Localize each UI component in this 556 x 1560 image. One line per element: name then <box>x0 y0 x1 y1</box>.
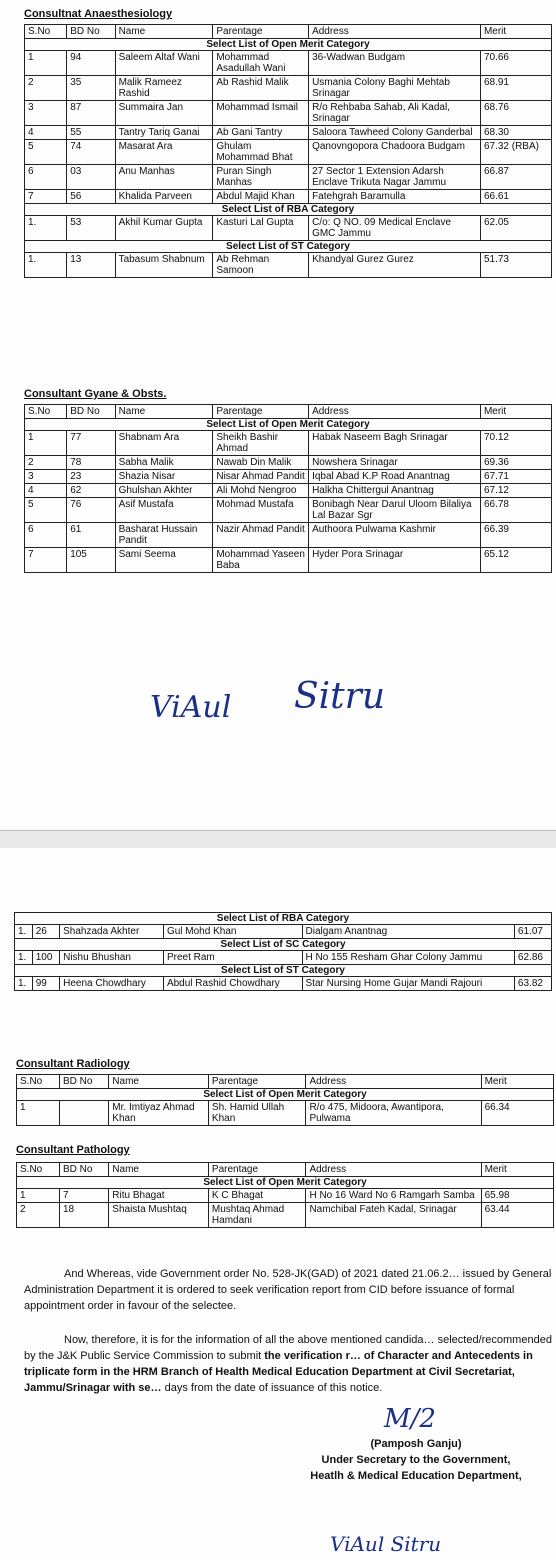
cell-address: Dialgam Anantnag <box>302 925 514 939</box>
header-sno: S.No <box>25 405 67 419</box>
cell-address: C/o: Q NO. 09 Medical Enclave GMC Jammu <box>309 216 481 241</box>
cell-address: Qanovngopora Chadoora Budgam <box>309 140 481 165</box>
header-name: Name <box>115 405 213 419</box>
header-bd: BD No <box>67 405 115 419</box>
cell-merit: 66.78 <box>480 498 551 523</box>
table-row <box>25 456 552 470</box>
cell-merit: 66.34 <box>481 1101 553 1126</box>
cell-name: Masarat Ara <box>115 140 213 165</box>
cell-address: Star Nursing Home Gujar Mandi Rajouri <box>302 977 514 991</box>
gyane-table-part-one <box>24 404 552 573</box>
table-row <box>25 484 552 498</box>
header-address: Address <box>306 1075 481 1089</box>
cell-merit: 67.71 <box>480 470 551 484</box>
cell-address: Habak Naseem Bagh Srinagar <box>309 431 481 456</box>
page-break <box>0 830 556 850</box>
table-header-row <box>17 1075 554 1089</box>
cell-sno: 2 <box>17 1203 60 1228</box>
cell-name: Ghulshan Akhter <box>115 484 213 498</box>
cell-address: 36-Wadwan Budgam <box>309 51 481 76</box>
cell-parentage: Abdul Rashid Chowdhary <box>163 977 302 991</box>
category-row <box>25 204 552 216</box>
cell-bd: 7 <box>60 1189 109 1203</box>
header-merit: Merit <box>480 405 551 419</box>
table-row <box>17 1189 554 1203</box>
header-sno: S.No <box>25 25 67 39</box>
cell-bd: 18 <box>60 1203 109 1228</box>
table-row <box>25 140 552 165</box>
cell-address: Nowshera Srinagar <box>309 456 481 470</box>
cell-bd: 03 <box>67 165 115 190</box>
cell-address: Namchibal Fateh Kadal, Srinagar <box>306 1203 481 1228</box>
paragraph-verification-order: And Whereas, vide Government order No. 528-JK(GAD) of 2021 dated 21.06.2… issued by General Administration Department it is ordered to seek verification report from CID before issuance of formal appointment order in favour of the selectee. <box>24 1268 552 1312</box>
cell-parentage: Mohmad Mustafa <box>213 498 309 523</box>
cell-name: Asif Mustafa <box>115 498 213 523</box>
cell-merit: 65.98 <box>481 1189 553 1203</box>
table-row <box>25 165 552 190</box>
cell-name: Saleem Altaf Wani <box>115 51 213 76</box>
cell-bd: 53 <box>67 216 115 241</box>
category-row <box>15 939 552 951</box>
category-row <box>17 1177 554 1189</box>
table-row <box>25 548 552 573</box>
category-heading: Select List of SC Category <box>15 939 552 951</box>
gyane-table-continued <box>14 912 552 991</box>
table-header-row <box>25 405 552 419</box>
cell-parentage: Ab Gani Tantry <box>213 126 309 140</box>
cell-merit: 68.76 <box>480 101 551 126</box>
table-row <box>25 498 552 523</box>
cell-sno: 1 <box>25 431 67 456</box>
cell-bd: 76 <box>67 498 115 523</box>
cell-address: Iqbal Abad K.P Road Anantnag <box>309 470 481 484</box>
cell-name: Khalida Parveen <box>115 190 213 204</box>
cell-name: Akhil Kumar Gupta <box>115 216 213 241</box>
cell-parentage: Gul Mohd Khan <box>163 925 302 939</box>
cell-address: Khandyal Gurez Gurez <box>309 253 481 278</box>
cell-bd: 26 <box>32 925 59 939</box>
cell-sno: 6 <box>25 165 67 190</box>
cell-merit: 70.12 <box>480 431 551 456</box>
cell-name: Mr. Imtiyaz Ahmad Khan <box>109 1101 209 1126</box>
cell-sno: 1 <box>17 1101 60 1126</box>
cell-sno: 1. <box>15 977 33 991</box>
cell-bd: 99 <box>32 977 59 991</box>
category-heading: Select List of ST Category <box>25 241 552 253</box>
cell-merit: 63.82 <box>514 977 551 991</box>
cell-name: Shaista Mushtaq <box>109 1203 209 1228</box>
cell-sno: 1. <box>15 925 33 939</box>
cell-merit: 69.36 <box>480 456 551 470</box>
category-row <box>17 1089 554 1101</box>
cell-sno: 1. <box>25 253 67 278</box>
header-parentage: Parentage <box>213 25 309 39</box>
cell-address: Authoora Pulwama Kashmir <box>309 523 481 548</box>
table-row <box>25 51 552 76</box>
cell-merit: 62.05 <box>480 216 551 241</box>
notice-text-end: days from the date of issuance of this notice. <box>161 1382 383 1394</box>
cell-parentage: Abdul Majid Khan <box>213 190 309 204</box>
cell-address: Halkha Chittergul Anantnag <box>309 484 481 498</box>
table-row <box>25 470 552 484</box>
table-row <box>25 431 552 456</box>
table-header-row <box>25 25 552 39</box>
signatory-department: Heatlh & Medical Education Department, <box>310 1470 522 1482</box>
cell-parentage: Mohammad Yaseen Baba <box>213 548 309 573</box>
cell-address: 27 Sector 1 Extension Adarsh Enclave Trikuta Nagar Jammu <box>309 165 481 190</box>
cell-name: Anu Manhas <box>115 165 213 190</box>
category-heading: Select List of Open Merit Category <box>25 419 552 431</box>
pathology-table <box>16 1162 554 1228</box>
cell-bd: 61 <box>67 523 115 548</box>
handwritten-signature-one: ViAul <box>150 690 232 725</box>
cell-name: Nishu Bhushan <box>60 951 164 965</box>
header-merit: Merit <box>481 1163 553 1177</box>
header-address: Address <box>309 25 481 39</box>
cell-bd: 23 <box>67 470 115 484</box>
cell-name: Shazia Nisar <box>115 470 213 484</box>
table-row <box>15 977 552 991</box>
cell-sno: 5 <box>25 498 67 523</box>
cell-sno: 3 <box>25 101 67 126</box>
cell-parentage: Kasturi Lal Gupta <box>213 216 309 241</box>
cell-bd: 56 <box>67 190 115 204</box>
section-title-anaesthesiology: Consultnat Anaesthesiology <box>24 8 173 20</box>
cell-merit: 61.07 <box>514 925 551 939</box>
cell-merit: 66.87 <box>480 165 551 190</box>
category-heading: Select List of RBA Category <box>15 913 552 925</box>
cell-parentage: Ab Rehman Samoon <box>213 253 309 278</box>
cell-merit: 51.73 <box>480 253 551 278</box>
table-row <box>25 126 552 140</box>
header-name: Name <box>109 1075 209 1089</box>
section-title-pathology: Consultant Pathology <box>16 1144 130 1156</box>
cell-merit: 66.61 <box>480 190 551 204</box>
cell-sno: 3 <box>25 470 67 484</box>
table-row <box>25 76 552 101</box>
section-title-radiology: Consultant Radiology <box>16 1058 130 1070</box>
cell-bd: 55 <box>67 126 115 140</box>
header-parentage: Parentage <box>213 405 309 419</box>
cell-sno: 1 <box>25 51 67 76</box>
header-parentage: Parentage <box>208 1075 306 1089</box>
cell-name: Shabnam Ara <box>115 431 213 456</box>
cell-sno: 1. <box>25 216 67 241</box>
cell-name: Shahzada Akhter <box>60 925 164 939</box>
header-address: Address <box>306 1163 481 1177</box>
cell-sno: 4 <box>25 484 67 498</box>
cell-sno: 5 <box>25 140 67 165</box>
header-merit: Merit <box>481 1075 553 1089</box>
cell-sno: 2 <box>25 456 67 470</box>
cell-address: Usmania Colony Baghi Mehtab Srinagar <box>309 76 481 101</box>
table-row <box>15 925 552 939</box>
cell-merit: 70.66 <box>480 51 551 76</box>
cell-parentage: Puran Singh Manhas <box>213 165 309 190</box>
cell-name: Sami Seema <box>115 548 213 573</box>
table-row <box>15 951 552 965</box>
header-bd: BD No <box>60 1163 109 1177</box>
bottom-signatures: ViAul Sitru <box>330 1532 442 1556</box>
cell-parentage: Mohammad Ismail <box>213 101 309 126</box>
cell-merit: 65.12 <box>480 548 551 573</box>
cell-parentage: Ali Mohd Nengroo <box>213 484 309 498</box>
cell-address: Fatehgrah Baramulla <box>309 190 481 204</box>
cell-parentage: Preet Ram <box>163 951 302 965</box>
table-row <box>17 1101 554 1126</box>
category-heading: Select List of Open Merit Category <box>17 1089 554 1101</box>
cell-address: H No 155 Resham Ghar Colony Jammu <box>302 951 514 965</box>
cell-name: Sabha Malik <box>115 456 213 470</box>
cell-address: Saloora Tawheed Colony Ganderbal <box>309 126 481 140</box>
cell-parentage: Nazir Ahmad Pandit <box>213 523 309 548</box>
cell-name: Basharat Hussain Pandit <box>115 523 213 548</box>
category-row <box>25 419 552 431</box>
cell-parentage: Nisar Ahmad Pandit <box>213 470 309 484</box>
cell-parentage: Ab Rashid Malik <box>213 76 309 101</box>
header-merit: Merit <box>480 25 551 39</box>
cell-bd: 87 <box>67 101 115 126</box>
initials-signature: M/2 <box>384 1404 436 1434</box>
cell-name: Summaira Jan <box>115 101 213 126</box>
section-title-gyane: Consultant Gyane & Obsts. <box>24 388 167 400</box>
table-header-row <box>17 1163 554 1177</box>
header-parentage: Parentage <box>208 1163 306 1177</box>
radiology-table <box>16 1074 554 1126</box>
cell-bd: 94 <box>67 51 115 76</box>
category-heading: Select List of ST Category <box>15 965 552 977</box>
cell-merit: 66.39 <box>480 523 551 548</box>
table-row <box>25 101 552 126</box>
table-row <box>25 216 552 241</box>
cell-sno: 7 <box>25 548 67 573</box>
cell-sno: 7 <box>25 190 67 204</box>
category-row <box>15 913 552 925</box>
category-heading: Select List of Open Merit Category <box>17 1177 554 1189</box>
cell-bd: 13 <box>67 253 115 278</box>
cell-bd: 100 <box>32 951 59 965</box>
cell-parentage: Sh. Hamid Ullah Khan <box>208 1101 306 1126</box>
category-row <box>15 965 552 977</box>
table-row <box>25 253 552 278</box>
handwritten-signature-two: Sitru <box>294 676 386 717</box>
table-row <box>17 1203 554 1228</box>
cell-merit: 67.12 <box>480 484 551 498</box>
header-bd: BD No <box>67 25 115 39</box>
anaesthesiology-table <box>24 24 552 278</box>
cell-bd: 78 <box>67 456 115 470</box>
cell-parentage: Ghulam Mohammad Bhat <box>213 140 309 165</box>
cell-name: Heena Chowdhary <box>60 977 164 991</box>
header-address: Address <box>309 405 481 419</box>
header-sno: S.No <box>17 1163 60 1177</box>
signature-block <box>276 1436 556 1484</box>
cell-sno: 6 <box>25 523 67 548</box>
signatory-name: (Pamposh Ganju) <box>370 1438 462 1450</box>
page-two <box>0 848 556 1560</box>
cell-address: R/o 475, Midoora, Awantipora, Pulwama <box>306 1101 481 1126</box>
cell-merit: 63.44 <box>481 1203 553 1228</box>
cell-sno: 2 <box>25 76 67 101</box>
cell-merit: 68.30 <box>480 126 551 140</box>
cell-parentage: Mohammad Asadullah Wani <box>213 51 309 76</box>
cell-bd: 35 <box>67 76 115 101</box>
cell-sno: 1 <box>17 1189 60 1203</box>
notice-text-bold: the verification r… of Character and Antecedents in triplicate form in the HRM Branch of Health Medical Education Department at Civil Secretariat, Jammu/Srinagar with se… <box>24 1350 533 1394</box>
category-row <box>25 241 552 253</box>
cell-bd: 77 <box>67 431 115 456</box>
cell-parentage: K C Bhagat <box>208 1189 306 1203</box>
cell-sno: 4 <box>25 126 67 140</box>
header-name: Name <box>115 25 213 39</box>
cell-name: Tabasum Shabnum <box>115 253 213 278</box>
paragraph-submission-notice <box>24 1332 554 1396</box>
category-heading: Select List of Open Merit Category <box>25 39 552 51</box>
signatory-designation: Under Secretary to the Government, <box>321 1454 511 1466</box>
cell-sno: 1. <box>15 951 33 965</box>
cell-parentage: Nawab Din Malik <box>213 456 309 470</box>
cell-bd <box>60 1101 109 1126</box>
cell-bd: 105 <box>67 548 115 573</box>
cell-merit: 67.32 (RBA) <box>480 140 551 165</box>
category-row <box>25 39 552 51</box>
cell-address: H No 16 Ward No 6 Ramgarh Samba <box>306 1189 481 1203</box>
cell-merit: 68.91 <box>480 76 551 101</box>
header-bd: BD No <box>60 1075 109 1089</box>
cell-address: Bonibagh Near Darul Uloom Bilaliya Lal Bazar Sgr <box>309 498 481 523</box>
category-heading: Select List of RBA Category <box>25 204 552 216</box>
cell-parentage: Sheikh Bashir Ahmad <box>213 431 309 456</box>
cell-name: Tantry Tariq Ganai <box>115 126 213 140</box>
cell-bd: 74 <box>67 140 115 165</box>
cell-bd: 62 <box>67 484 115 498</box>
header-sno: S.No <box>17 1075 60 1089</box>
cell-name: Malik Rameez Rashid <box>115 76 213 101</box>
table-row <box>25 190 552 204</box>
cell-parentage: Mushtaq Ahmad Hamdani <box>208 1203 306 1228</box>
header-name: Name <box>109 1163 209 1177</box>
cell-name: Ritu Bhagat <box>109 1189 209 1203</box>
table-row <box>25 523 552 548</box>
cell-address: Hyder Pora Srinagar <box>309 548 481 573</box>
notice-text-start: Now, therefore, it is for the information of all the above mentioned candida… selected/recommended by the J&K Public Service Commission to submit <box>24 1334 552 1362</box>
cell-merit: 62.86 <box>514 951 551 965</box>
cell-address: R/o Rehbaba Sahab, Ali Kadal, Srinagar <box>309 101 481 126</box>
